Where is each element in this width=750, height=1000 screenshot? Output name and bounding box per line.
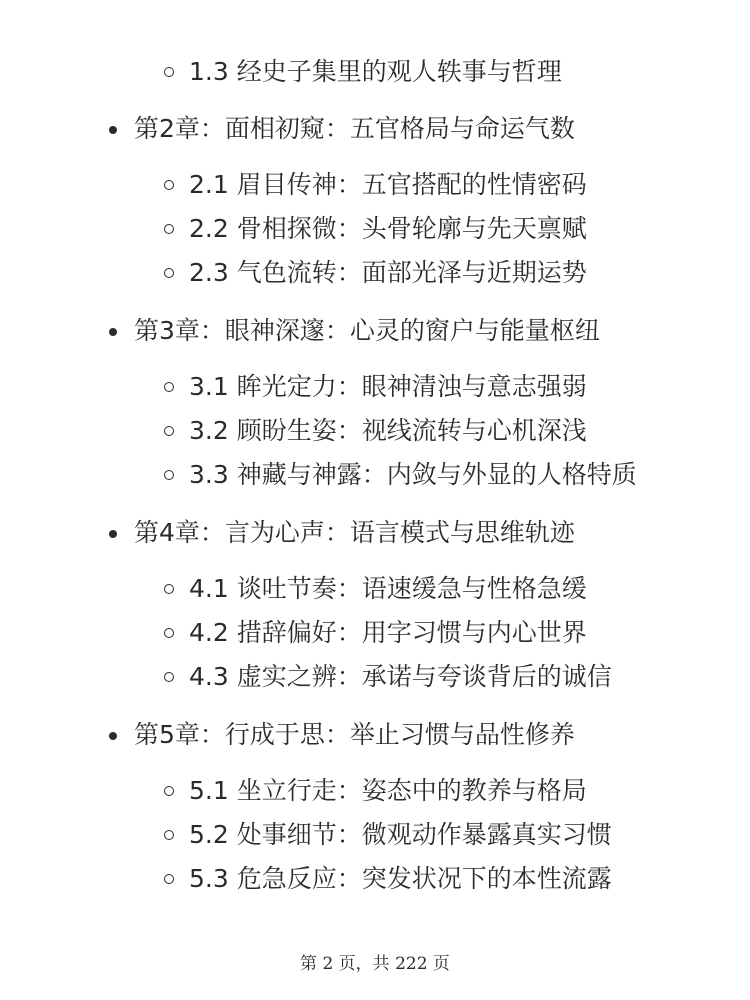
hollow-bullet-icon (164, 67, 174, 77)
hollow-bullet-icon (164, 584, 174, 594)
toc-item-text: 4.2 措辞偏好：用字习惯与内心世界 (189, 618, 587, 647)
filled-bullet-icon (109, 328, 117, 336)
toc-item-text: 第4章：言为心声：语言模式与思维轨迹 (134, 518, 575, 547)
hollow-bullet-icon (164, 470, 174, 480)
toc-item-text: 2.1 眉目传神：五官搭配的性情密码 (189, 170, 587, 199)
hollow-bullet-icon (164, 628, 174, 638)
toc-item-text: 2.2 骨相探微：头骨轮廓与先天禀赋 (189, 214, 587, 243)
hollow-bullet-icon (164, 180, 174, 190)
toc-item-text: 5.3 危急反应：突发状况下的本性流露 (189, 864, 612, 893)
toc-item-text: 4.1 谈吐节奏：语速缓急与性格急缓 (189, 574, 587, 603)
toc-item-text: 2.3 气色流转：面部光泽与近期运势 (189, 258, 587, 287)
hollow-bullet-icon (164, 268, 174, 278)
hollow-bullet-icon (164, 672, 174, 682)
hollow-bullet-icon (164, 224, 174, 234)
toc-item-text: 5.1 坐立行走：姿态中的教养与格局 (189, 776, 587, 805)
filled-bullet-icon (109, 732, 117, 740)
toc-item-text: 第3章：眼神深邃：心灵的窗户与能量枢纽 (134, 316, 600, 345)
toc-item-text: 1.3 经史子集里的观人轶事与哲理 (189, 57, 562, 86)
toc-item-text: 3.3 神藏与神露：内敛与外显的人格特质 (189, 460, 637, 489)
hollow-bullet-icon (164, 382, 174, 392)
hollow-bullet-icon (164, 874, 174, 884)
toc-item-text: 4.3 虚实之辨：承诺与夸谈背后的诚信 (189, 662, 612, 691)
page-number-footer: 第 2 页，共 222 页 (300, 954, 450, 974)
filled-bullet-icon (109, 530, 117, 538)
toc-item-text: 3.2 顾盼生姿：视线流转与心机深浅 (189, 416, 587, 445)
hollow-bullet-icon (164, 786, 174, 796)
hollow-bullet-icon (164, 830, 174, 840)
hollow-bullet-icon (164, 426, 174, 436)
toc-item-text: 第5章：行成于思：举止习惯与品性修养 (134, 720, 575, 749)
filled-bullet-icon (109, 126, 117, 134)
toc-item-text: 5.2 处事细节：微观动作暴露真实习惯 (189, 820, 612, 849)
toc-item-text: 第2章：面相初窥：五官格局与命运气数 (134, 114, 575, 143)
toc-item-text: 3.1 眸光定力：眼神清浊与意志强弱 (189, 372, 587, 401)
